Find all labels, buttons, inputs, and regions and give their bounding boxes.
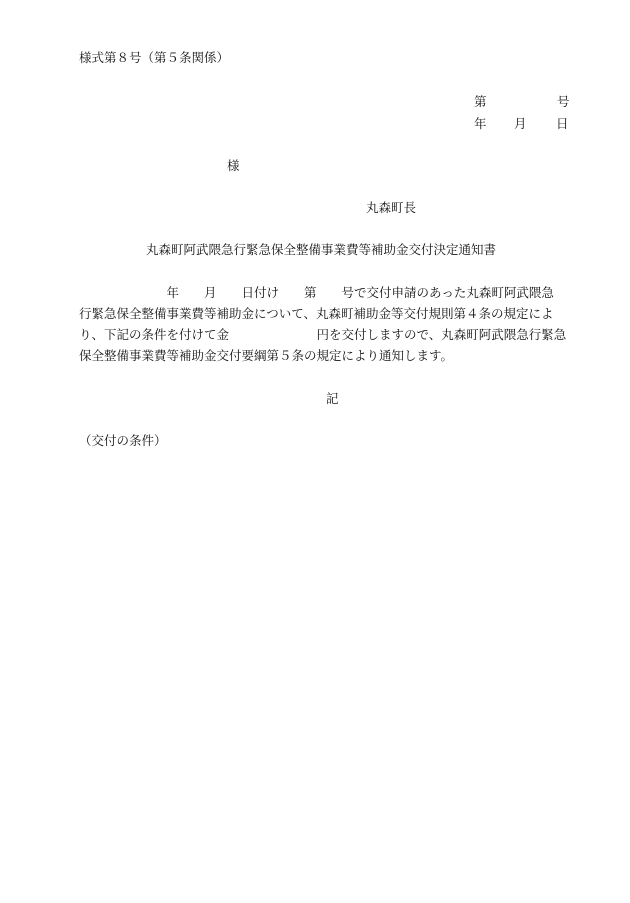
date-day: 日 xyxy=(556,116,569,131)
body-line-4: 保全整備事業費等補助金交付要綱第５条の規定により通知します。 xyxy=(79,348,454,363)
issuer: 丸森町長 xyxy=(366,200,417,215)
body-line-2: 行緊急保全整備事業費等補助金について、丸森町補助金等交付規則第４条の規定によ xyxy=(79,306,554,321)
addressee-suffix: 様 xyxy=(227,158,240,173)
date-year: 年 xyxy=(474,116,487,131)
date-month: 月 xyxy=(514,116,527,131)
body-line-1: 年 月 日付け 第 号で交付申請のあった丸森町阿武隈急 xyxy=(79,285,554,300)
form-number: 様式第８号（第５条関係） xyxy=(79,50,230,65)
body-paragraph xyxy=(79,282,589,366)
reference-number-suffix: 号 xyxy=(557,94,570,109)
reference-number-label: 第 xyxy=(474,94,487,109)
body-line-3: り、下記の条件を付けて金 円を交付しますので、丸森町阿武隈急行緊急 xyxy=(79,327,567,342)
conditions-heading: （交付の条件） xyxy=(79,433,167,448)
document-title: 丸森町阿武隈急行緊急保全整備事業費等補助金交付決定通知書 xyxy=(146,242,497,257)
ki-marker: 記 xyxy=(326,391,339,406)
